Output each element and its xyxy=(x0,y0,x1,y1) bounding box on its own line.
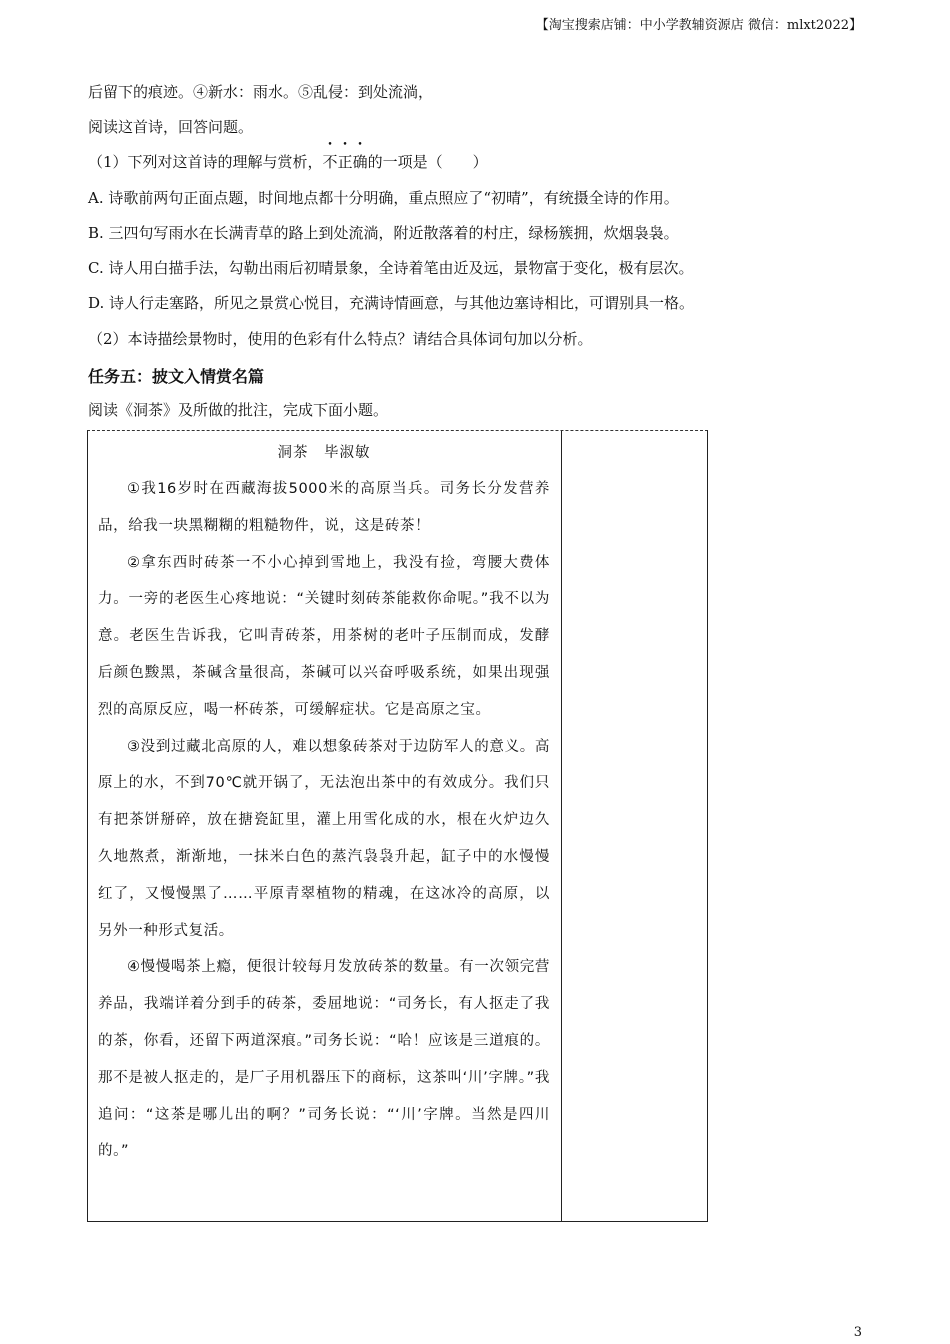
article-table xyxy=(87,430,708,1222)
emphasis-char: 正 xyxy=(337,153,353,171)
option-d: D. 诗人行走塞路，所见之景赏心悦目，充满诗情画意，与其他边塞诗相比，可谓别具一格。 xyxy=(88,294,695,312)
article-paragraph: ②拿东西时砖茶一不小心掉到雪地上，我没有捡，弯腰大费体力。一旁的老医生心疼地说：“关键时刻砖茶能救你命呢。”我不以为意。老医生告诉我，它叫青砖茶，用茶树的老叶子压制而成，发酵后颜色黢黑，茶碱含量很高，茶碱可以兴奋呼吸系统，如果出现强烈的高原反应，喝一杯砖茶，可缓解症状。它是高原之宝。 xyxy=(98,554,550,718)
question-1-stem xyxy=(88,152,488,172)
task-title: 任务五：披文入情赏名篇 xyxy=(88,367,265,386)
option-a: A. 诗歌前两句正面点题，时间地点都十分明确，重点照应了“初晴”，有统摄全诗的作用。 xyxy=(88,189,679,207)
question-2: （2）本诗描绘景物时，使用的色彩有什么特点？请结合具体词句加以分析。 xyxy=(88,330,593,348)
page-number: 3 xyxy=(853,1325,862,1340)
intro-line-2: 阅读这首诗，回答问题。 xyxy=(88,118,254,136)
emphasis-char: 不 xyxy=(322,153,338,171)
question-1-prefix: （1）下列对这首诗的理解与赏析， xyxy=(88,153,323,171)
task-instruction: 阅读《洞茶》及所做的批注，完成下面小题。 xyxy=(88,401,389,419)
article-paragraph: ④慢慢喝茶上瘾，便很计较每月发放砖茶的数量。有一次领完营养品，我端详着分到手的砖茶，委屈地说：“司务长，有人抠走了我的茶，你看，还留下两道深痕。”司务长说：“哈！应该是三道痕的。那不是被人抠走的，是厂子用机器压下的商标，这茶叫‘川’字牌。”我追问：“这茶是哪儿出的啊？”司务长说：“‘川’字牌。当然是四川的。” xyxy=(98,959,550,1160)
annotation-column xyxy=(562,431,707,1221)
article-paragraph: ③没到过藏北高原的人，难以想象砖茶对于边防军人的意义。高原上的水，不到70℃就开锅了，无法泡出茶中的有效成分。我们只有把茶饼掰碎，放在搪瓷缸里，灌上用雪化成的水，根在火炉边久久地熬煮，渐渐地，一抹米白色的蒸汽袅袅升起，缸子中的水慢慢红了，又慢慢黑了……平原青翠植物的精魂，在这冰冷的高原，以另外一种形式复活。 xyxy=(98,738,550,939)
option-c: C. 诗人用白描手法，勾勒出雨后初晴景象，全诗着笔由近及远，景物富于变化，极有层次。 xyxy=(88,259,694,277)
question-1-suffix: 的一项是（ ） xyxy=(367,153,488,171)
header-note: 【淘宝搜索店铺：中小学教辅资源店 微信：mlxt2022】 xyxy=(535,18,862,33)
article-paragraph: ①我16岁时在西藏海拔5000米的高原当兵。司务长分发营养品，给我一块黑糊糊的粗糙物件，说，这是砖茶！ xyxy=(98,481,550,534)
article-column xyxy=(98,435,550,1170)
emphasis-char: 确 xyxy=(352,153,368,171)
article-title: 洞茶 毕淑敏 xyxy=(277,445,371,461)
option-b: B. 三四句写雨水在长满青草的路上到处流淌，附近散落着的村庄，绿杨簇拥，炊烟袅袅。 xyxy=(88,224,679,242)
intro-line-1: 后留下的痕迹。④新水：雨水。⑤乱侵：到处流淌， xyxy=(88,83,434,101)
